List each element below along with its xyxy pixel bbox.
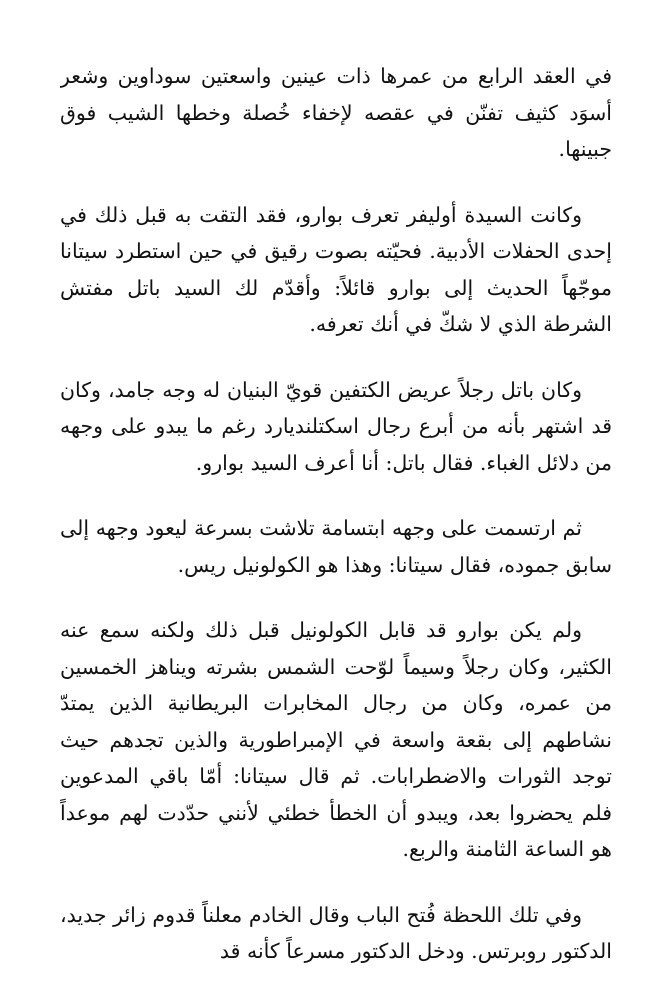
paragraph-5: ولم يكن بوارو قد قابل الكولونيل قبل ذلك ولكنه سمع عنه الكثير، وكان رجلاً وسيماً لوّحت الشمس بشرته ويناهز الخمسين من عمره، وكان من رجال المخابرات البريطانية الذين يمتدّ نشاطهم إلى بقعة واسعة في الإمبراطورية والذين تجدهم حيث توجد الثورات والاضطرابات. ثم قال سيتانا: أمّا باقي المدعوين فلم يحضروا بعد، ويبدو أن الخطأ خطئي لأنني حدّدت لهم موعداً هو الساعة الثامنة والربع.	[60, 618, 612, 861]
paragraph-4: ثم ارتسمت على وجهه ابتسامة تلاشت بسرعة ليعود وجهه إلى سابق جموده، فقال سيتانا: وهذا هو الكولونيل ريس.	[60, 516, 612, 577]
paragraph-2: وكانت السيدة أوليفر تعرف بوارو، فقد التقت به قبل ذلك في إحدى الحفلات الأدبية. فحيّته بصوت رقيق في حين استطرد سيتانا موجّهاً الحديث إلى بوارو قائلاً: وأقدّم لك السيد باتل مفتش الشرطة الذي لا شكّ في أنك تعرفه.	[60, 202, 612, 336]
paragraph-1: في العقد الرابع من عمرها ذات عينين واسعتين سوداوين وشعر أسوَد كثيف تفنّن في عقصه لإخفاء خُصلة وخطها الشيب فوق جبينها.	[60, 64, 612, 161]
paragraph-3: وكان باتل رجلاً عريض الكتفين قويّ البنيان له وجه جامد، وكان قد اشتهر بأنه من أبرع رجال اسكتلنديارد رغم ما يبدو على وجهه من دلائل الغباء. فقال باتل: أنا أعرف السيد بوارو.	[60, 377, 612, 475]
book-page-text	[60, 58, 612, 1000]
paragraph-6: وفي تلك اللحظة فُتح الباب وقال الخادم معلناً قدوم زائر جديد، الدكتور روبرتس. ودخل الدكتور مسرعاً كأنه قد	[60, 902, 612, 963]
